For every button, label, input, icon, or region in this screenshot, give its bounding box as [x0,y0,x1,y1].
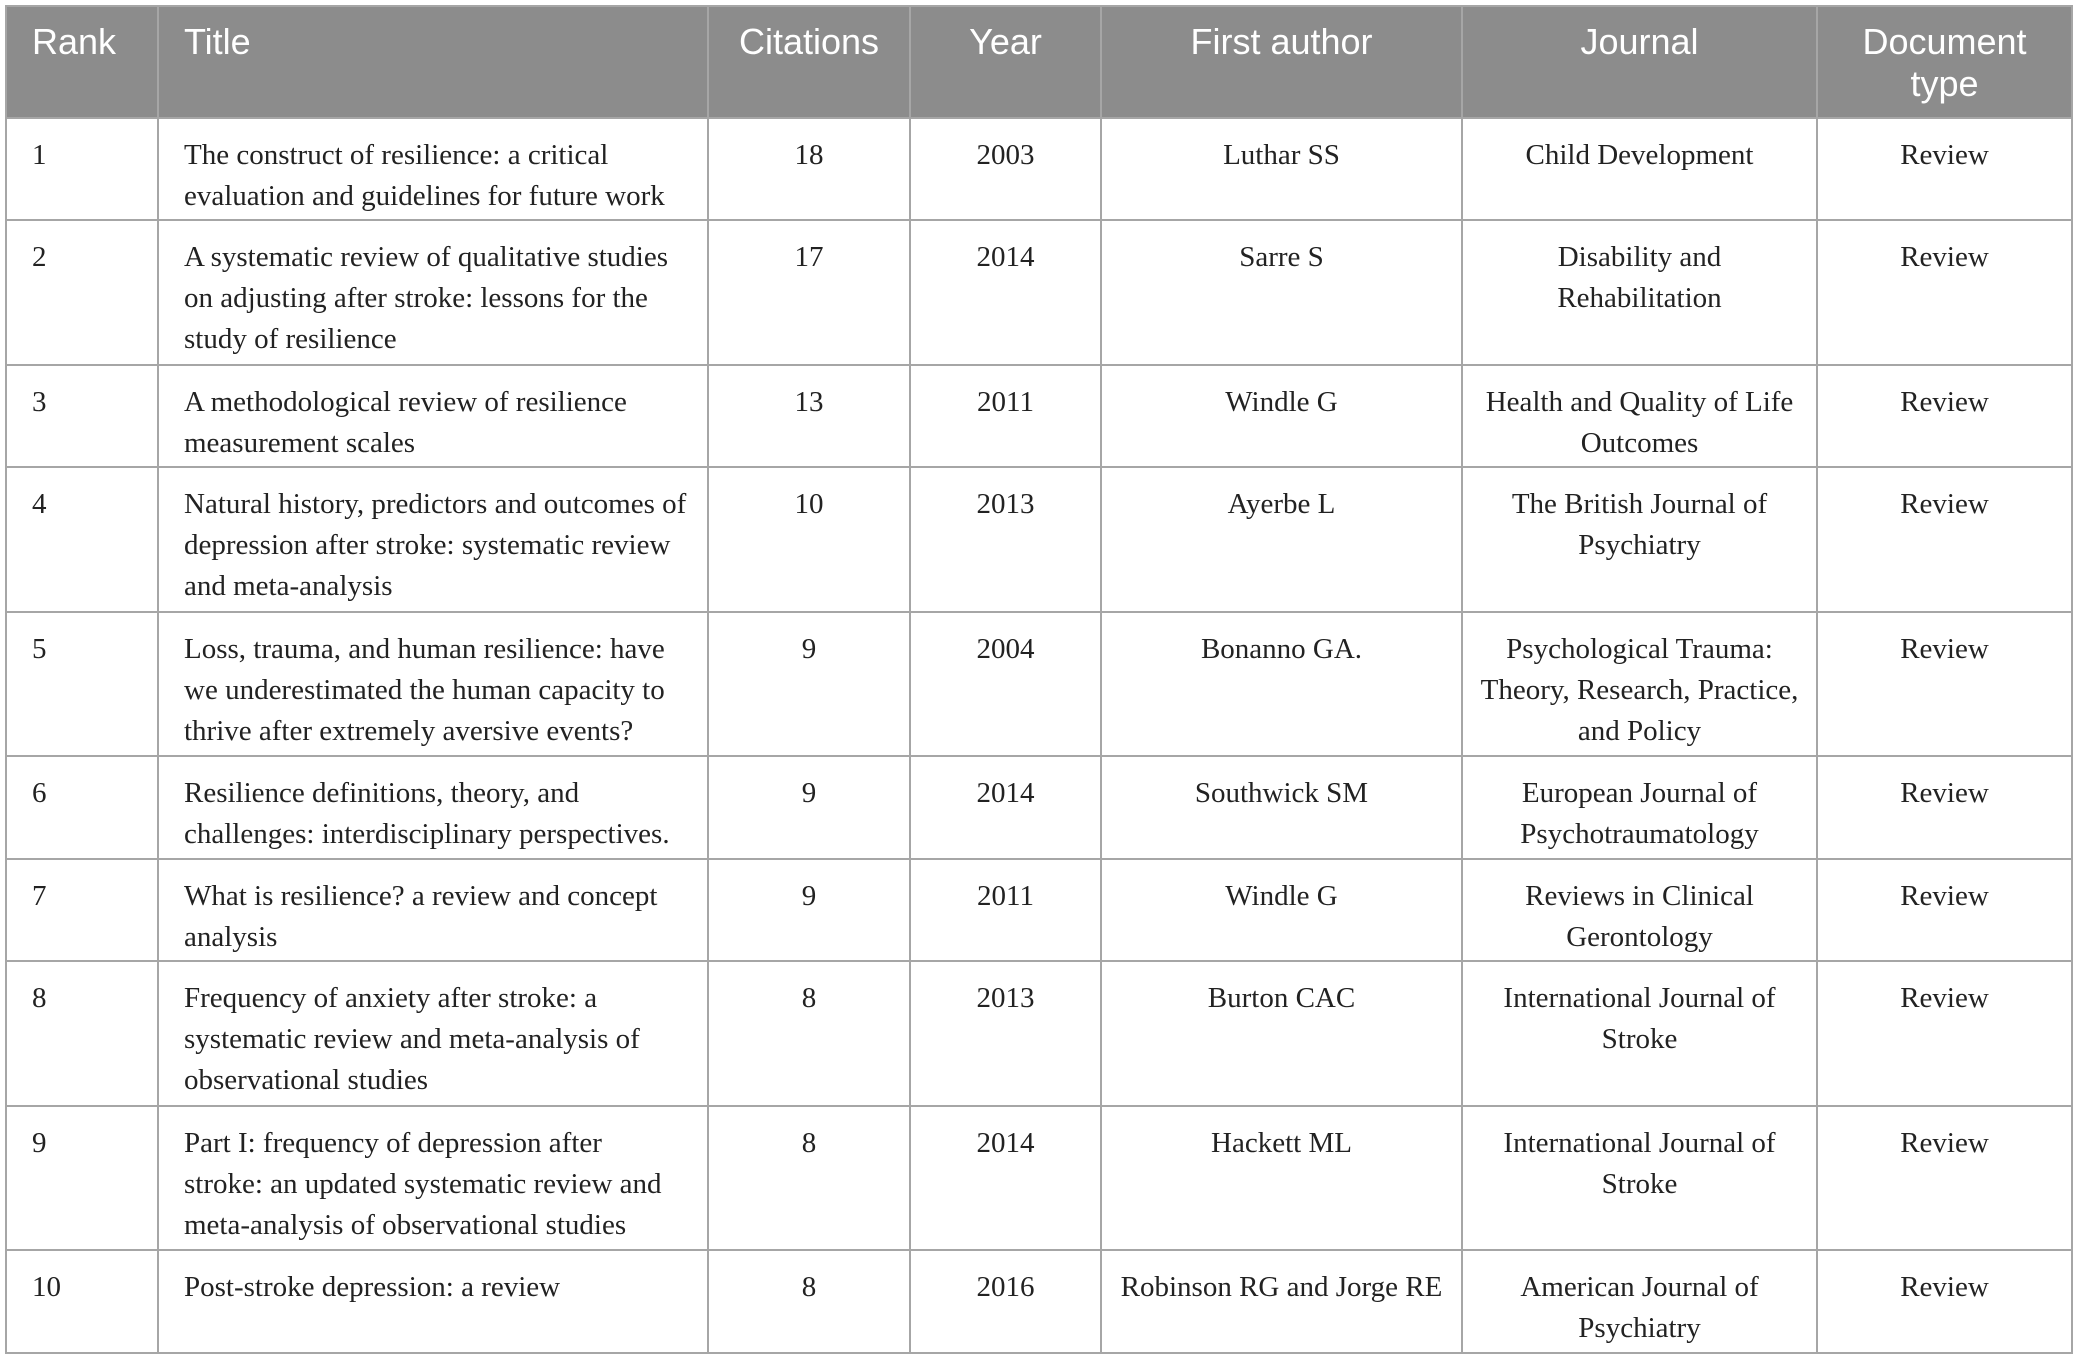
cell-first-author: Burton CAC [1101,961,1462,1106]
cell-year: 2014 [910,220,1101,365]
cell-rank: 2 [6,220,158,365]
cell-title: Post-stroke depression: a review [158,1250,708,1353]
cell-year: 2016 [910,1250,1101,1353]
cell-title: The construct of resilience: a critical evaluation and guidelines for future work [158,118,708,220]
cell-rank: 1 [6,118,158,220]
table-row [6,1250,2072,1353]
cell-title: A methodological review of resilience measurement scales [158,365,708,467]
header-year: Year [910,6,1101,118]
cell-rank: 8 [6,961,158,1106]
cell-first-author: Robinson RG and Jorge RE [1101,1250,1462,1353]
cell-citations: 8 [708,961,910,1106]
cell-rank: 5 [6,612,158,757]
cell-first-author: Southwick SM [1101,756,1462,858]
table-row [6,365,2072,467]
table-row [6,612,2072,757]
cell-rank: 6 [6,756,158,858]
cell-year: 2013 [910,467,1101,612]
cell-title: Loss, trauma, and human resilience: have we underestimated the human capacity to thrive after extremely aversive events? [158,612,708,757]
cell-first-author: Hackett ML [1101,1106,1462,1251]
header-row [6,6,2072,118]
cell-document-type: Review [1817,365,2072,467]
cell-journal: Disability and Rehabilitation [1462,220,1817,365]
cell-first-author: Luthar SS [1101,118,1462,220]
table-row [6,961,2072,1106]
table-row [6,467,2072,612]
table-row [6,756,2072,858]
table-row [6,859,2072,961]
cell-document-type: Review [1817,961,2072,1106]
cell-citations: 9 [708,756,910,858]
table-row [6,118,2072,220]
citations-table [5,5,2073,1354]
cell-year: 2003 [910,118,1101,220]
table-row [6,1106,2072,1251]
cell-year: 2011 [910,859,1101,961]
cell-title: What is resilience? a review and concept analysis [158,859,708,961]
cell-document-type: Review [1817,612,2072,757]
cell-rank: 9 [6,1106,158,1251]
cell-year: 2013 [910,961,1101,1106]
cell-title: A systematic review of qualitative studies on adjusting after stroke: lessons for the study of resilience [158,220,708,365]
cell-document-type: Review [1817,1250,2072,1353]
cell-rank: 4 [6,467,158,612]
cell-citations: 10 [708,467,910,612]
cell-citations: 9 [708,859,910,961]
cell-title: Resilience definitions, theory, and challenges: interdisciplinary perspectives. [158,756,708,858]
header-journal: Journal [1462,6,1817,118]
cell-citations: 18 [708,118,910,220]
header-title: Title [158,6,708,118]
cell-journal: European Journal of Psychotraumatology [1462,756,1817,858]
cell-document-type: Review [1817,220,2072,365]
cell-first-author: Windle G [1101,859,1462,961]
cell-rank: 10 [6,1250,158,1353]
cell-journal: American Journal of Psychiatry [1462,1250,1817,1353]
cell-first-author: Bonanno GA. [1101,612,1462,757]
cell-document-type: Review [1817,1106,2072,1251]
cell-year: 2014 [910,1106,1101,1251]
cell-rank: 3 [6,365,158,467]
cell-document-type: Review [1817,467,2072,612]
cell-document-type: Review [1817,756,2072,858]
cell-journal: International Journal of Stroke [1462,1106,1817,1251]
cell-citations: 17 [708,220,910,365]
cell-citations: 9 [708,612,910,757]
cell-first-author: Ayerbe L [1101,467,1462,612]
table-row [6,220,2072,365]
header-citations: Citations [708,6,910,118]
header-rank: Rank [6,6,158,118]
cell-citations: 8 [708,1106,910,1251]
cell-document-type: Review [1817,859,2072,961]
cell-first-author: Windle G [1101,365,1462,467]
cell-title: Natural history, predictors and outcomes of depression after stroke: systematic review and meta-analysis [158,467,708,612]
cell-journal: Child Development [1462,118,1817,220]
cell-journal: The British Journal of Psychiatry [1462,467,1817,612]
header-document-type: Document type [1817,6,2072,118]
cell-title: Frequency of anxiety after stroke: a systematic review and meta-analysis of observational studies [158,961,708,1106]
cell-year: 2014 [910,756,1101,858]
header-first-author: First author [1101,6,1462,118]
cell-year: 2011 [910,365,1101,467]
cell-first-author: Sarre S [1101,220,1462,365]
cell-journal: Reviews in Clinical Gerontology [1462,859,1817,961]
cell-citations: 13 [708,365,910,467]
cell-rank: 7 [6,859,158,961]
cell-journal: Psychological Trauma: Theory, Research, Practice, and Policy [1462,612,1817,757]
cell-year: 2004 [910,612,1101,757]
cell-title: Part I: frequency of depression after stroke: an updated systematic review and meta-analysis of observational studies [158,1106,708,1251]
cell-journal: Health and Quality of Life Outcomes [1462,365,1817,467]
cell-citations: 8 [708,1250,910,1353]
cell-journal: International Journal of Stroke [1462,961,1817,1106]
cell-document-type: Review [1817,118,2072,220]
